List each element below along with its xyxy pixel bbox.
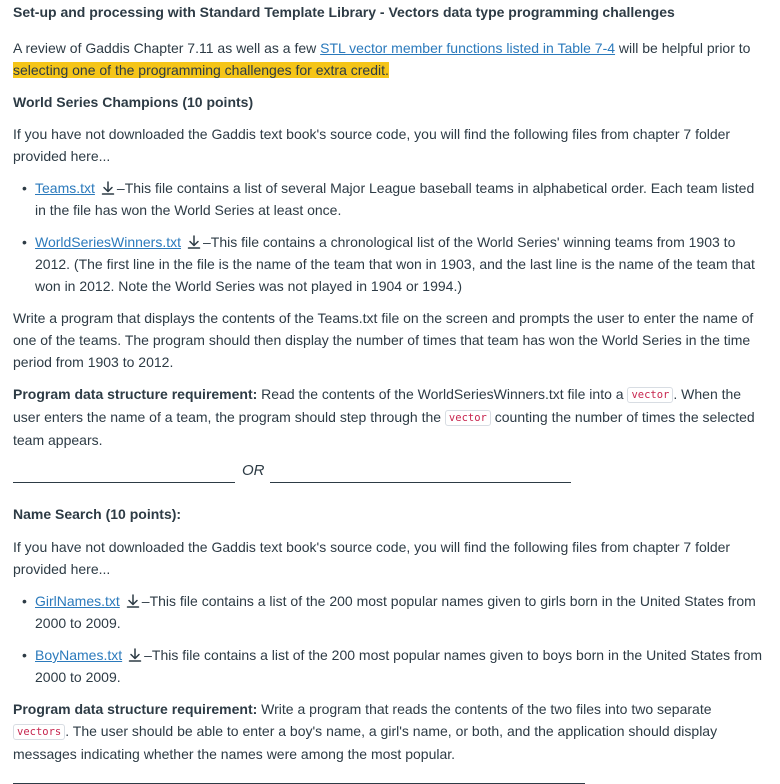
code-vector: vector bbox=[445, 410, 491, 426]
divider-line-right bbox=[270, 482, 571, 483]
or-text: OR bbox=[242, 462, 265, 479]
highlighted-text: selecting one of the programming challenges for extra credit. bbox=[13, 62, 389, 78]
file-link-world-series-winners[interactable]: WorldSeriesWinners.txt bbox=[35, 234, 182, 250]
section-heading-name-search: Name Search (10 points): bbox=[13, 506, 182, 522]
file-list bbox=[13, 177, 767, 297]
file-link-boy-names[interactable]: BoyNames.txt bbox=[35, 647, 123, 663]
file-list bbox=[13, 590, 767, 688]
files-intro: If you have not downloaded the Gaddis text book's source code, you will find the following files from chapter 7 folder provided here... bbox=[13, 539, 731, 577]
file-link-teams[interactable]: Teams.txt bbox=[35, 180, 95, 196]
file-link-girl-names[interactable]: GirlNames.txt bbox=[35, 593, 120, 609]
download-icon[interactable] bbox=[187, 235, 201, 249]
file-description: –This file contains a list of the 200 most popular names given to girls born in the United States from 2000 to 2009. bbox=[35, 593, 756, 631]
requirement-text: . When the user enters the name of a team, the program should step through the bbox=[13, 386, 742, 425]
requirement-text: Read the contents of the WorldSeriesWinners.txt file into a bbox=[257, 386, 628, 402]
requirement-label: Program data structure requirement: bbox=[13, 386, 258, 402]
file-description: –This file contains a chronological list of the World Series' winning teams from 1903 to 2012. (The first line in the file is the name of the team that won in 1903, and the last line is the name of the team that won in 2012. Note the World Series was not played in 1904 or 1994.) bbox=[35, 234, 755, 294]
code-vectors: vectors bbox=[13, 724, 65, 740]
section-heading-world-series: World Series Champions (10 points) bbox=[13, 94, 254, 110]
list-item bbox=[35, 177, 767, 221]
intro-text-after: will be helpful prior to bbox=[615, 40, 751, 56]
intro-text: A review of Gaddis Chapter 7.11 as well as a few bbox=[13, 40, 321, 56]
stl-table-link[interactable]: STL vector member functions listed in Table 7-4 bbox=[320, 40, 616, 56]
list-item bbox=[35, 590, 767, 634]
code-vector: vector bbox=[627, 387, 673, 403]
data-structure-requirement bbox=[13, 383, 767, 451]
requirement-text: . The user should be able to enter a boy's name, a girl's name, or both, and the application should display messages indicating whether the names were among the most popular. bbox=[13, 723, 718, 762]
requirement-text: counting the number of times the selected team appears. bbox=[13, 409, 755, 448]
requirement-text: Write a program that reads the contents of the two files into two separate bbox=[257, 701, 712, 717]
download-icon[interactable] bbox=[126, 594, 140, 608]
requirement-label: Program data structure requirement: bbox=[13, 701, 258, 717]
files-intro: If you have not downloaded the Gaddis text book's source code, you will find the following files from chapter 7 folder provided here... bbox=[13, 126, 731, 164]
program-description: Write a program that displays the contents of the Teams.txt file on the screen and prompts the user to enter the name of one of the teams. The program should then display the number of times that team has won the World Series in the time period from 1903 to 2012. bbox=[13, 310, 754, 370]
page-title: Set-up and processing with Standard Template Library - Vectors data type programming challenges bbox=[13, 4, 675, 20]
assignment-page bbox=[0, 1, 780, 784]
list-item bbox=[35, 644, 767, 688]
divider-line-left bbox=[13, 482, 235, 483]
file-description: –This file contains a list of several Major League baseball teams in alphabetical order. Each team listed in the file has won the World Series at least once. bbox=[35, 180, 755, 218]
intro-paragraph bbox=[13, 37, 767, 81]
download-icon[interactable] bbox=[128, 648, 142, 662]
file-description: –This file contains a list of the 200 most popular names given to boys born in the United States from 2000 to 2009. bbox=[35, 647, 763, 685]
download-icon[interactable] bbox=[101, 181, 115, 195]
data-structure-requirement bbox=[13, 698, 767, 765]
list-item bbox=[35, 231, 767, 297]
or-divider bbox=[13, 461, 767, 483]
